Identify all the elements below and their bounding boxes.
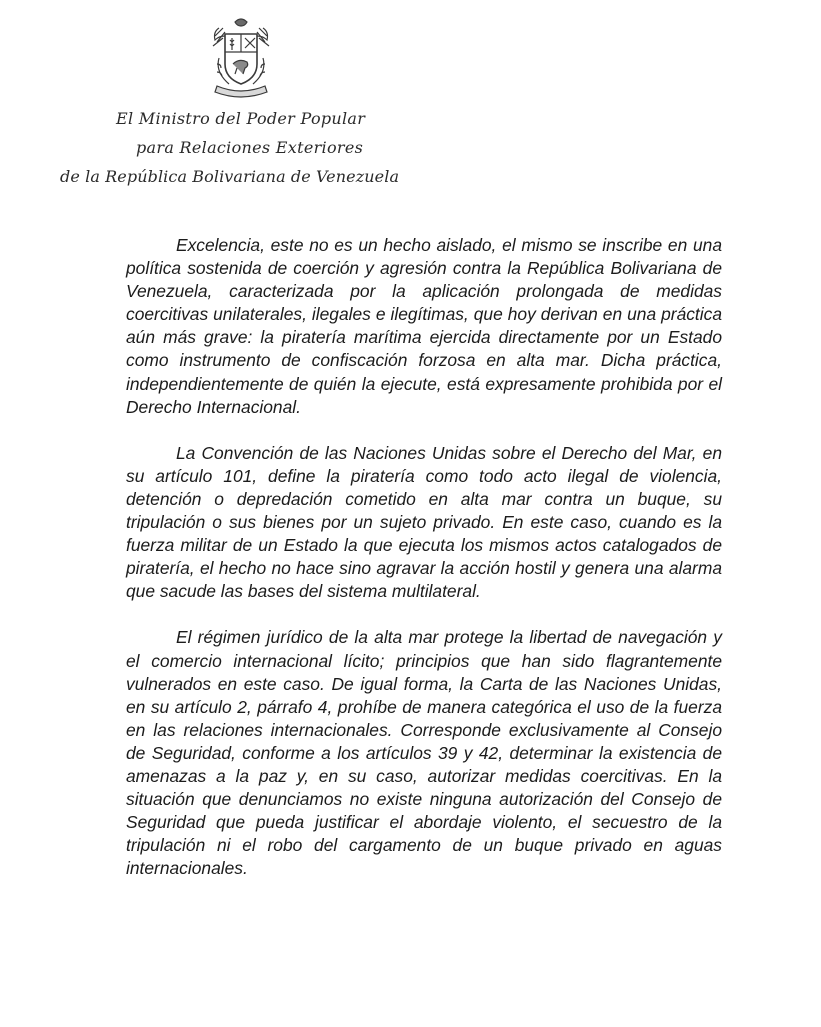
- paragraph-2: La Convención de las Naciones Unidas sobre el Derecho del Mar, en su artículo 101, define la piratería como todo acto ilegal de violencia, detención o depredación cometido en alta mar contra un buque, su tripulación o sus bienes por un sujeto privado. En este caso, cuando es la fuerza militar de un Estado la que ejecuta los mismos actos catalogados de piratería, el hecho no hace sino agravar la acción hostil y genera una alarma que sacude las bases del sistema multilateral.: [126, 442, 722, 602]
- paragraph-1: Excelencia, este no es un hecho aislado, el mismo se inscribe en una política sostenida de coerción y agresión contra la República Bolivariana de Venezuela, caracterizada por la aplicación prolongada de medidas coercitivas unilaterales, ilegales e ilegítimas, que hoy derivan en una práctica aún más grave: la piratería marítima ejercida directamente por un Estado como instrumento de confiscación forzosa en alta mar. Dicha práctica, independientemente de quién la ejecute, está expresamente prohibida por el Derecho Internacional.: [126, 235, 722, 417]
- paragraph-3: El régimen jurídico de la alta mar protege la libertad de navegación y el comercio internacional lícito; principios que han sido flagrantemente vulnerados en este caso. De igual forma, la Carta de las Naciones Unidas, en su artículo 2, párrafo 4, prohíbe de manera categórica el uso de la fuerza en las relaciones internacionales. Corresponde exclusivamente al Consejo de Seguridad, conforme a los artículos 39 y 42, determinar la existencia de amenazas a la paz y, en su caso, autorizar medidas coercitivas. En la situación que denunciamos no existe ninguna autorización del Consejo de Seguridad que pueda justificar el abordaje violento, el secuestro de la tripulación ni el robo del cargamento de un buque privado en aguas internacionales.: [126, 627, 722, 879]
- letterhead: [60, 104, 440, 191]
- letterhead-line-minister: El Ministro del Poder Popular: [116, 109, 366, 128]
- letterhead-line-ministry: para Relaciones Exteriores: [136, 138, 364, 157]
- letterhead-line-country: de la República Bolivariana de Venezuela: [60, 167, 400, 186]
- coat-of-arms-icon: [205, 14, 277, 100]
- letter-body: [126, 234, 722, 903]
